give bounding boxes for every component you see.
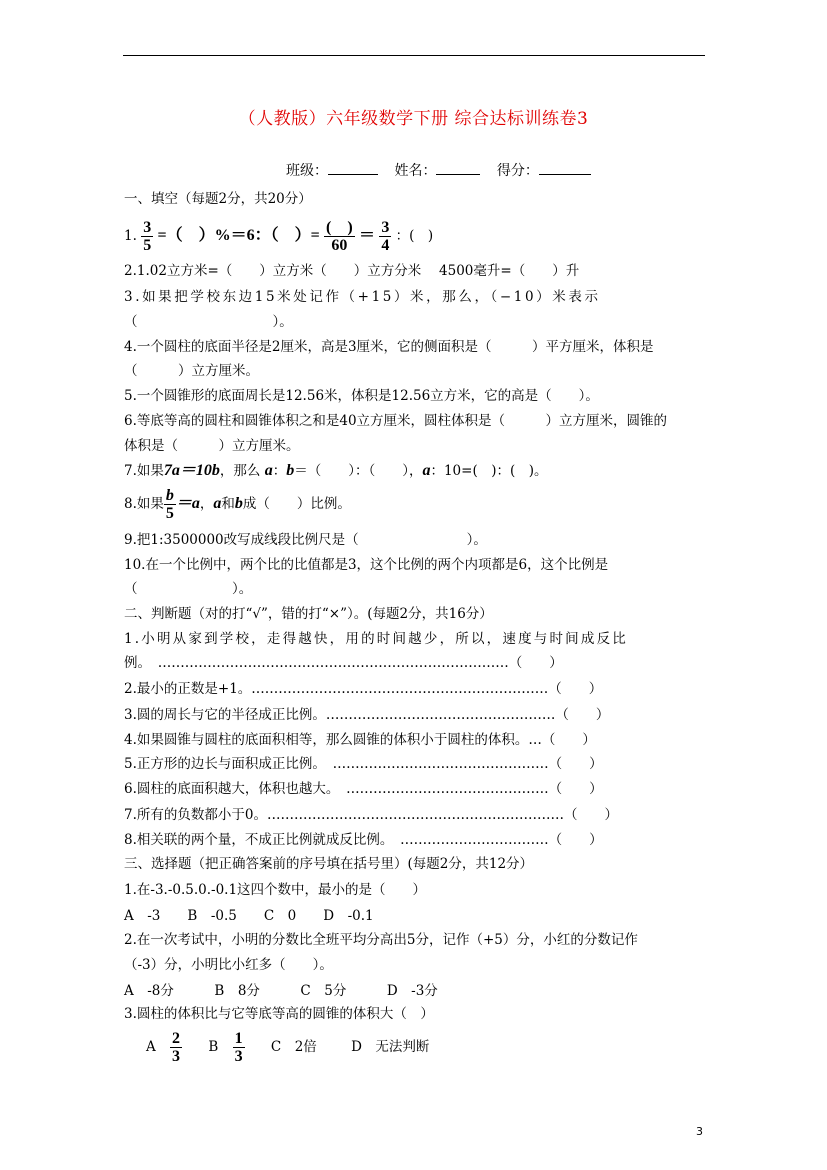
frac-num: 1 — [234, 1030, 243, 1047]
judge-6: 6.圆柱的底面积越大，体积也越大。 ………………………………………（ ） — [124, 781, 603, 797]
frac-num: 2 — [172, 1030, 181, 1047]
q8-and: 和 — [221, 496, 235, 512]
frac-num: ( ) — [326, 219, 353, 236]
question-4: 4.一个圆柱的底面半径是2厘米，高是3厘米，它的侧面积是（ ）平方厘米，体积是 — [124, 339, 654, 355]
q7-colon: ： — [272, 463, 287, 479]
q7-tail: ＝（ ）：（ ）， — [294, 463, 423, 479]
option-a-label: A — [146, 1039, 156, 1055]
score-label: 得分： — [496, 163, 539, 179]
question-3: 3.如果把学校东边15米处记作（+15）米，那么，（−10）米表示 — [124, 289, 601, 305]
choice-2: 2.在一次考试中，小明的分数比全班平均分高出5分，记作（+5）分，小红的分数记作 — [124, 932, 638, 948]
option-c: C 2倍 — [270, 1039, 317, 1055]
q8-eq: ＝a — [175, 495, 200, 512]
frac-den: 3 — [172, 1048, 181, 1065]
question-8 — [124, 484, 712, 524]
q7-a2: a — [422, 462, 431, 479]
name-blank[interactable] — [436, 160, 480, 175]
frac-den: 60 — [331, 237, 348, 254]
fraction-b-5 — [164, 487, 176, 522]
choice-2-options: A -8分 B 8分 C 5分 D -3分 — [124, 983, 438, 999]
question-4-cont: （ ）立方厘米。 — [124, 363, 259, 379]
judge-1: 1.小明从家到学校，走得越快，用的时间越少，所以，速度与时间成反比 — [124, 631, 628, 647]
q7-a: a — [264, 462, 273, 479]
question-7 — [124, 460, 712, 482]
frac-den: 3 — [234, 1048, 243, 1065]
class-blank[interactable] — [328, 160, 378, 175]
judge-2: 2.最小的正数是+1。…………………………………………………………（ ） — [124, 681, 603, 697]
q7-tail2: ：10=( )：( )。 — [430, 463, 548, 479]
q1-eq: ＝ — [359, 227, 376, 244]
question-6: 6.等底等高的圆柱和圆锥体积之和是40立方厘米，圆柱体积是（ ）立方厘米，圆锥的 — [124, 413, 668, 429]
question-1 — [124, 216, 712, 256]
judge-7: 7.所有的负数都小于0。…………………………………………………………（ ） — [124, 807, 618, 823]
question-10: 10.在一个比例中，两个比的比值都是3，这个比例的两个内项都是6，这个比例是 — [124, 557, 609, 573]
choice-3-options — [146, 1026, 712, 1068]
frac-num: 3 — [143, 219, 152, 236]
q7-prefix: 7.如果 — [124, 463, 164, 479]
q8-b: b — [234, 495, 243, 512]
q1-mid: =（ ）%＝6：（ ）= — [157, 227, 320, 244]
score-blank[interactable] — [539, 160, 591, 175]
choice-1-options: A -3 B -0.5 C 0 D -0.1 — [124, 908, 374, 924]
question-9: 9.把1:3500000改写成线段比例尺是（ ）。 — [124, 532, 487, 548]
student-info — [286, 160, 603, 180]
judge-8: 8.相关联的两个量，不成正比例就成反比例。 ……………………………（ ） — [124, 832, 603, 848]
q8-tail: 成（ ）比例。 — [242, 496, 351, 512]
header-rule — [123, 55, 705, 56]
option-b-label: B — [208, 1039, 219, 1055]
question-10-cont: （ ）。 — [124, 581, 253, 597]
q7-expr: 7a＝10b — [163, 462, 220, 479]
question-6-cont: 体积是（ ）立方厘米。 — [124, 438, 300, 454]
frac-num: 3 — [381, 219, 390, 236]
frac-den: 5 — [143, 237, 152, 254]
q8-prefix: 8.如果 — [124, 496, 164, 512]
frac-num: b — [165, 487, 174, 504]
q7-mid: ，那么 — [219, 463, 261, 479]
option-d: D 无法判断 — [351, 1039, 430, 1055]
q8-a: a — [213, 495, 222, 512]
judge-4: 4.如果圆锥与圆柱的底面积相等，那么圆锥的体积小于圆柱的体积。…（ ） — [124, 732, 596, 748]
judge-1-cont: 例。 ……………………………………………………………………（ ） — [124, 655, 563, 671]
q1-tail: ：( ) — [395, 228, 434, 244]
q1-prefix: 1. — [124, 228, 137, 244]
page-number: 3 — [696, 1125, 703, 1138]
class-label: 班级： — [286, 163, 328, 179]
section-2-heading: 二、判断题（对的打“√”，错的打“×”）。(每题2分，共16分） — [124, 606, 493, 622]
frac-den: 4 — [381, 237, 390, 254]
choice-3: 3.圆柱的体积比与它等底等高的圆锥的体积大（ ） — [124, 1006, 434, 1022]
name-label: 姓名： — [394, 163, 437, 179]
fraction-3-5 — [141, 219, 153, 254]
section-3-heading: 三、选择题（把正确答案前的序号填在括号里）(每题2分，共12分） — [124, 856, 534, 872]
fraction-1-3 — [233, 1030, 245, 1065]
page-title: （人教版）六年级数学下册 综合达标训练卷3 — [238, 109, 589, 129]
fraction-2-3 — [170, 1030, 182, 1065]
fraction-blank-60 — [324, 219, 355, 254]
question-3-cont: （ ）。 — [124, 314, 293, 330]
choice-2-cont: （-3）分，小明比小红多（ ）。 — [124, 957, 333, 973]
judge-5: 5.正方形的边长与面积成正比例。 …………………………………………（ ） — [124, 756, 603, 772]
judge-3: 3.圆的周长与它的半径成正比例。……………………………………………（ ） — [124, 707, 610, 723]
q7-b: b — [286, 462, 295, 479]
question-5: 5.一个圆锥形的底面周长是12.56米，体积是12.56立方米，它的高是（ ）。 — [124, 388, 599, 404]
fraction-3-4 — [379, 219, 391, 254]
question-2: 2.1.02立方米=（ ）立方米（ ）立方分米 4500毫升=（ ）升 — [124, 263, 580, 279]
section-1-heading: 一、填空（每题2分，共20分） — [124, 191, 312, 207]
choice-1: 1.在-3.-0.5.0.-0.1这四个数中，最小的是（ ） — [124, 882, 427, 898]
frac-den: 5 — [165, 505, 174, 522]
q8-comma: ， — [199, 496, 214, 512]
